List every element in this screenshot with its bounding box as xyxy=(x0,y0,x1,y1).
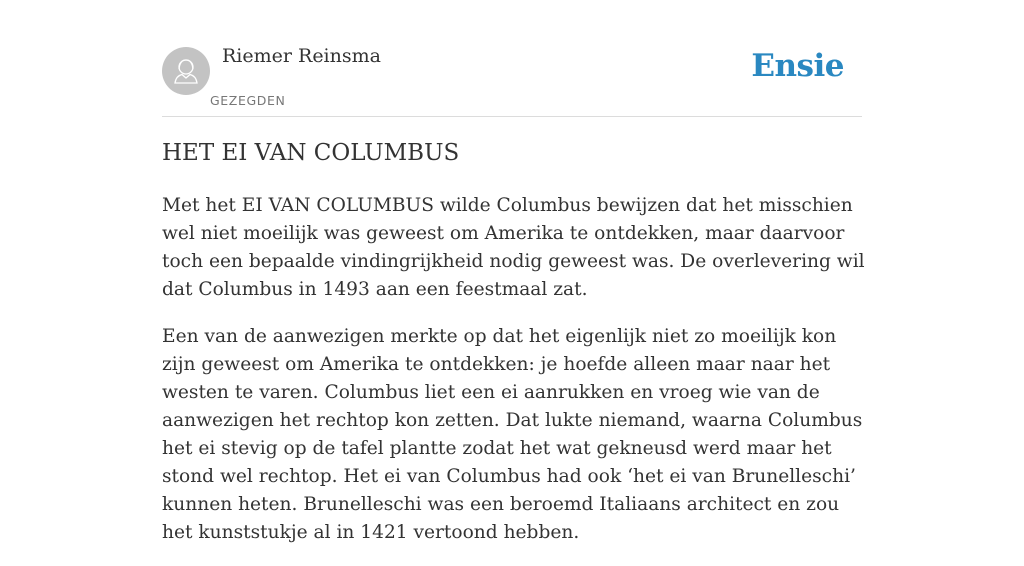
page-container xyxy=(162,0,865,543)
article-paragraph: Een van de aanwezigen merkte op dat het eigenlijk niet zo moeilijk kon zijn geweest om Amerika te ontdekken: je hoefde alleen maar naar het westen te varen. Columbus liet een ei aanrukken en vroeg wie van de aanwezigen het rechtop kon zetten. Dat lukte niemand, waarna Columbus het ei stevig op de tafel plantte zodat het wat gekneusd werd maar het stond wel rechtop. Het ei van Columbus had ook ‘het ei van Brunelleschi’ kunnen heten. Brunelleschi was een beroemd Italiaans architect en zou het kunststukje al in 1421 vertoond hebben. xyxy=(162,326,863,543)
avatar[interactable] xyxy=(162,47,210,95)
category-label[interactable]: GEZEGDEN xyxy=(210,93,286,108)
brand-logo[interactable]: Ensie xyxy=(751,48,844,84)
article-title: HET EI VAN COLUMBUS xyxy=(162,140,460,166)
header xyxy=(162,0,862,117)
article-paragraph: Met het EI VAN COLUMBUS wilde Columbus bewijzen dat het misschien wel niet moeilijk was geweest om Amerika te ontdekken, maar daarvoor toch een bepaalde vindingrijkheid nodig geweest was. De overlevering wil dat Columbus in 1493 aan een feestmaal zat. xyxy=(162,195,865,300)
user-silhouette-icon xyxy=(162,47,210,95)
article-body xyxy=(162,192,870,566)
author-name[interactable]: Riemer Reinsma xyxy=(222,45,381,67)
